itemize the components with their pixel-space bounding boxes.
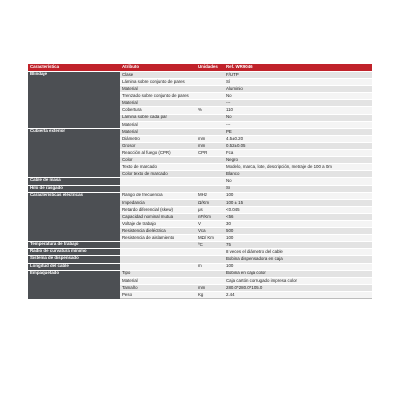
unit-cell — [196, 178, 224, 185]
category-cell: Blindaje — [28, 72, 120, 129]
attribute-cell: Color texto de marcado — [120, 171, 196, 178]
attribute-cell: Trenzado sobre conjunto de pares — [120, 93, 196, 100]
header-reference: Ref. WR9046 — [224, 64, 372, 72]
attribute-cell — [120, 256, 196, 263]
unit-cell: nF/Km — [196, 213, 224, 220]
value-cell: Sí — [224, 185, 372, 192]
attribute-cell: Voltaje de trabajo — [120, 220, 196, 227]
unit-cell — [196, 185, 224, 192]
value-cell: 280.0*280.0*105.0 — [224, 284, 372, 291]
attribute-cell: Retardo diferencial (skew) — [120, 206, 196, 213]
attribute-cell: Cobertura — [120, 107, 196, 114]
table-row — [28, 192, 372, 199]
attribute-cell: Diámetro — [120, 135, 196, 142]
value-cell: 100 — [224, 263, 372, 270]
table-row — [28, 263, 372, 270]
value-cell: 2.44 — [224, 291, 372, 298]
value-cell: Bobina dispensadora en caja — [224, 256, 372, 263]
attribute-cell: Resistencia dieléctrica — [120, 228, 196, 235]
attribute-cell: Texto de marcado — [120, 164, 196, 171]
unit-cell: mm — [196, 142, 224, 149]
attribute-cell: Grosor — [120, 142, 196, 149]
spec-table — [28, 64, 372, 299]
attribute-cell — [120, 263, 196, 270]
value-cell: 100 — [224, 192, 372, 199]
table-row — [28, 72, 372, 79]
spec-sheet — [28, 64, 372, 299]
attribute-cell: Tipo — [120, 270, 196, 277]
attribute-cell: Peso — [120, 291, 196, 298]
attribute-cell: Impedancia — [120, 199, 196, 206]
unit-cell — [196, 277, 224, 284]
attribute-cell: Material — [120, 121, 196, 128]
value-cell: 4.5±0.20 — [224, 135, 372, 142]
value-cell: 75 — [224, 242, 372, 249]
unit-cell: Ω/Km — [196, 199, 224, 206]
unit-cell — [196, 114, 224, 121]
table-row — [28, 178, 372, 185]
header-caracteristica: Característica — [28, 64, 120, 72]
value-cell: Aluminio — [224, 86, 372, 93]
attribute-cell: Capacidad nominal mutua — [120, 213, 196, 220]
unit-cell: m — [196, 263, 224, 270]
value-cell: No — [224, 93, 372, 100]
attribute-cell: Material — [120, 100, 196, 107]
unit-cell — [196, 121, 224, 128]
table-row — [28, 128, 372, 135]
value-cell: Negro — [224, 157, 372, 164]
value-cell: <56 — [224, 213, 372, 220]
category-cell: Características eléctricas — [28, 192, 120, 242]
unit-cell: CPR — [196, 150, 224, 157]
unit-cell — [196, 100, 224, 107]
attribute-cell — [120, 242, 196, 249]
unit-cell: ºC — [196, 242, 224, 249]
attribute-cell: Rango de frecuencia — [120, 192, 196, 199]
table-row — [28, 256, 372, 263]
attribute-cell: Material — [120, 128, 196, 135]
unit-cell: % — [196, 107, 224, 114]
value-cell: No — [224, 114, 372, 121]
attribute-cell — [120, 178, 196, 185]
value-cell: PE — [224, 128, 372, 135]
attribute-cell: Lámina sobre conjunto de pares — [120, 79, 196, 86]
category-cell: Cubierta exterior — [28, 128, 120, 178]
category-cell: Longitud del cable — [28, 263, 120, 270]
value-cell: Fca — [224, 150, 372, 157]
header-row — [28, 64, 372, 72]
unit-cell — [196, 249, 224, 256]
unit-cell — [196, 164, 224, 171]
table-row — [28, 270, 372, 277]
attribute-cell: Lámina sobre cada par — [120, 114, 196, 121]
unit-cell: Vca — [196, 228, 224, 235]
header-atributo: Atributo — [120, 64, 196, 72]
attribute-cell: Material — [120, 277, 196, 284]
unit-cell: mm — [196, 284, 224, 291]
table-row — [28, 185, 372, 192]
value-cell: 100 ± 15 — [224, 199, 372, 206]
attribute-cell — [120, 249, 196, 256]
unit-cell — [196, 72, 224, 79]
value-cell: 8 veces el diámetro del cable — [224, 249, 372, 256]
value-cell: <0.045 — [224, 206, 372, 213]
attribute-cell: Color — [120, 157, 196, 164]
value-cell: Caja cartón corrugado impresa color — [224, 277, 372, 284]
category-cell: Hilo de rasgado — [28, 185, 120, 192]
category-cell: Sistema de dispensado — [28, 256, 120, 263]
attribute-cell: Clase — [120, 72, 196, 79]
value-cell: 110 — [224, 107, 372, 114]
attribute-cell — [120, 185, 196, 192]
unit-cell — [196, 256, 224, 263]
value-cell: Sí — [224, 79, 372, 86]
value-cell: 0.52±0.05 — [224, 142, 372, 149]
unit-cell: Kg — [196, 291, 224, 298]
category-cell: Radio de curvatura mínimo — [28, 249, 120, 256]
value-cell: 30 — [224, 220, 372, 227]
attribute-cell: Resistencia de aislamiento — [120, 235, 196, 242]
unit-cell: V — [196, 220, 224, 227]
value-cell: 500 — [224, 228, 372, 235]
unit-cell — [196, 93, 224, 100]
unit-cell — [196, 270, 224, 277]
table-row — [28, 242, 372, 249]
header-unidades: Unidades — [196, 64, 224, 72]
attribute-cell: Material — [120, 86, 196, 93]
unit-cell: MHz — [196, 192, 224, 199]
value-cell: F/UTP — [224, 72, 372, 79]
value-cell: No — [224, 178, 372, 185]
unit-cell — [196, 157, 224, 164]
unit-cell — [196, 171, 224, 178]
value-cell: Bobina en caja color — [224, 270, 372, 277]
unit-cell — [196, 128, 224, 135]
unit-cell — [196, 86, 224, 93]
category-cell: Empaquetado — [28, 270, 120, 298]
category-cell: Temperatura de trabajo — [28, 242, 120, 249]
value-cell: --- — [224, 100, 372, 107]
unit-cell: MΩ/ Km — [196, 235, 224, 242]
unit-cell: mm — [196, 135, 224, 142]
value-cell: Blanco — [224, 171, 372, 178]
value-cell: --- — [224, 121, 372, 128]
unit-cell — [196, 79, 224, 86]
table-row — [28, 249, 372, 256]
category-cell: Cable de masa — [28, 178, 120, 185]
attribute-cell: Tamaño — [120, 284, 196, 291]
value-cell: Modelo, marca, lote, descripción, metraje de 100 a 0m — [224, 164, 372, 171]
value-cell: 100 — [224, 235, 372, 242]
attribute-cell: Reacción al fuego (CPR) — [120, 150, 196, 157]
unit-cell: μs — [196, 206, 224, 213]
spec-table-body — [28, 72, 372, 299]
